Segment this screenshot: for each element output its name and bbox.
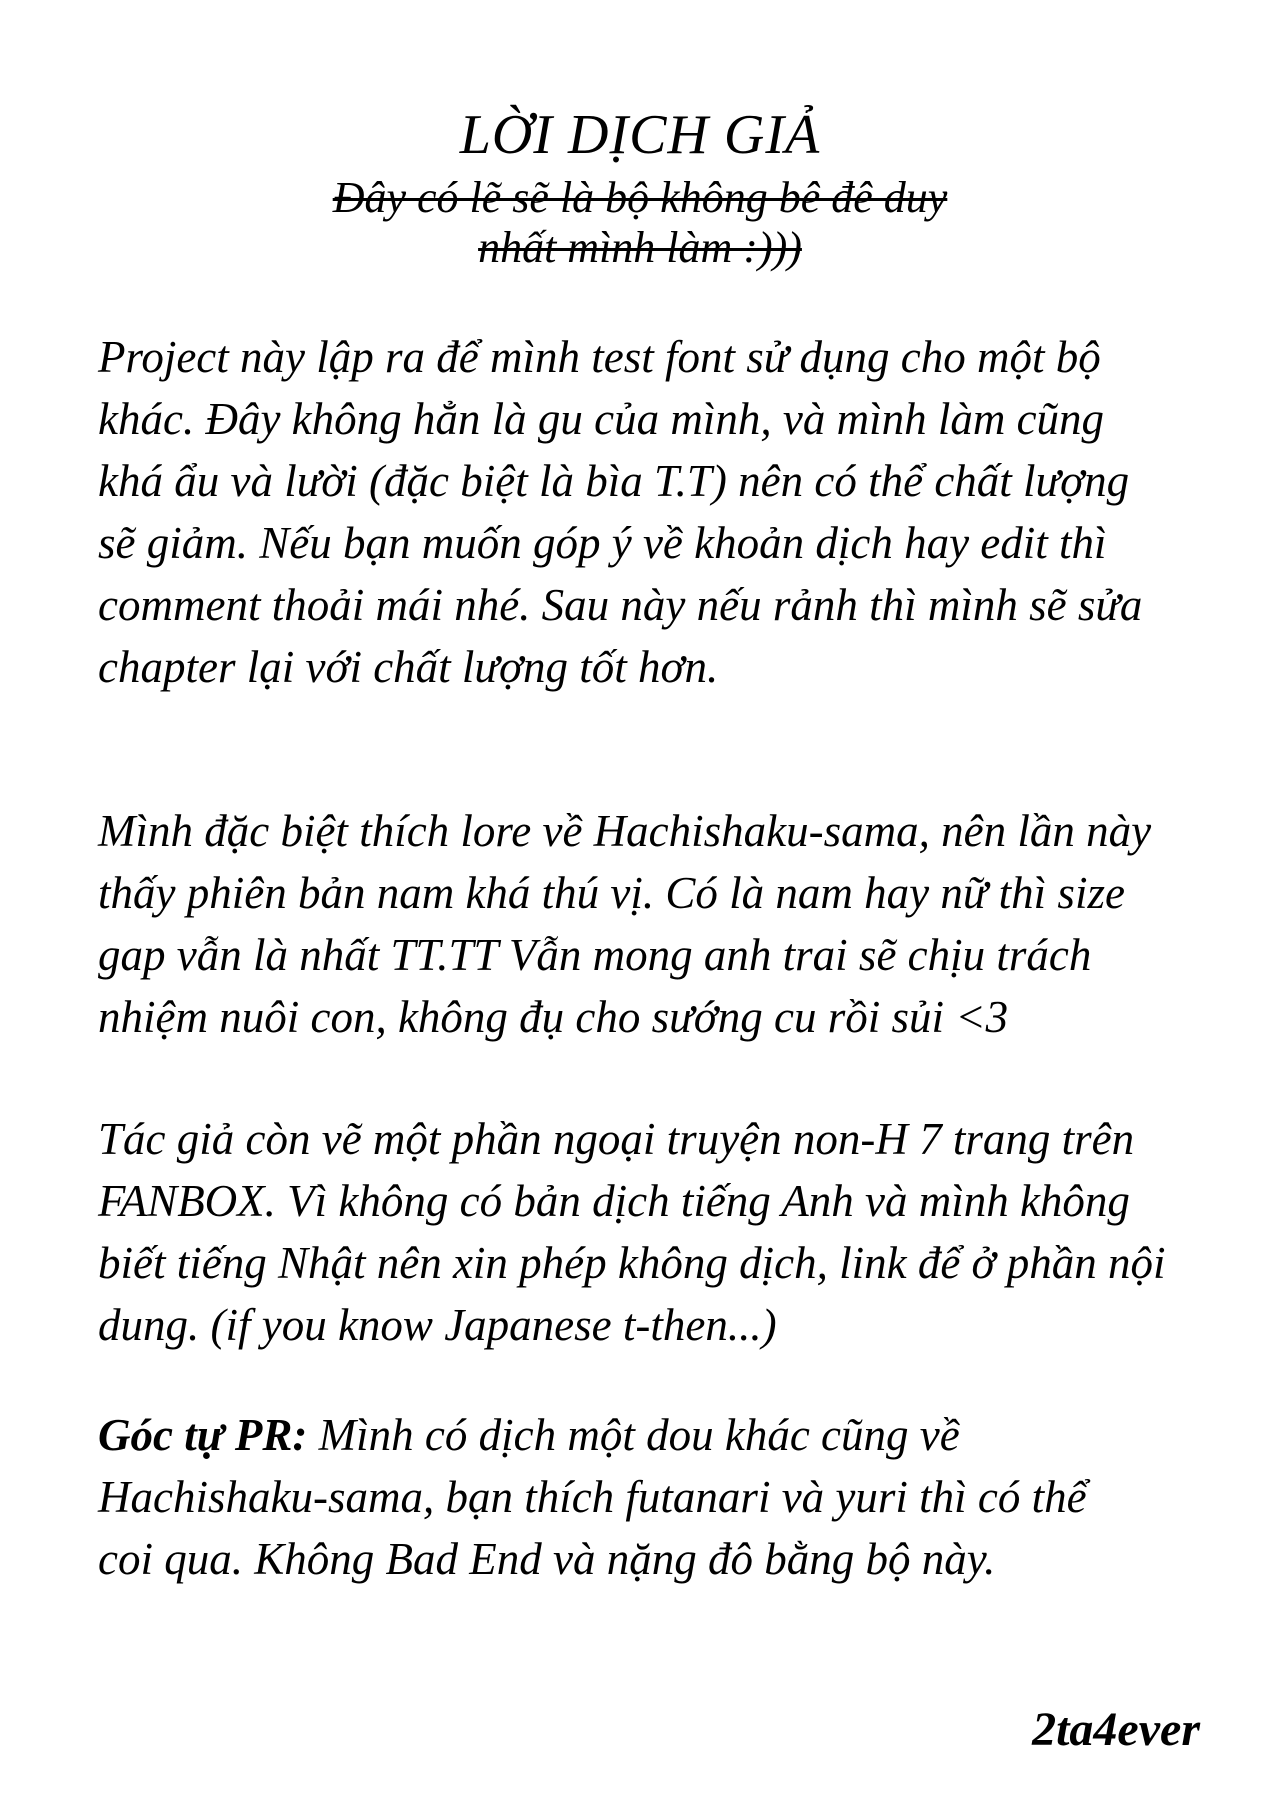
page-title: LỜI DỊCH GIẢ bbox=[459, 104, 821, 166]
paragraph-line: Mình đặc biệt thích lore về Hachishaku-sama, nên lần này bbox=[98, 806, 1152, 856]
paragraph-line: nhiệm nuôi con, không đụ cho sướng cu rồi sủi <3 bbox=[98, 992, 1009, 1042]
self-promo-text: Mình có dịch một dou khác cũng về bbox=[307, 1410, 960, 1460]
paragraph-line: chapter lại với chất lượng tốt hơn. bbox=[98, 642, 719, 692]
paragraph-line: khác. Đây không hẳn là gu của mình, và mình làm cũng bbox=[98, 394, 1105, 444]
paragraph-line: FANBOX. Vì không có bản dịch tiếng Anh và mình không bbox=[98, 1176, 1130, 1226]
paragraph-line: comment thoải mái nhé. Sau này nếu rảnh thì mình sẽ sửa bbox=[98, 580, 1143, 630]
paragraph-line: Hachishaku-sama, bạn thích futanari và yuri thì có thể bbox=[98, 1472, 1087, 1522]
subtitle-line-1: Đây có lẽ sẽ là bộ không bê đê duy bbox=[332, 173, 948, 222]
self-promo-label: Góc tự PR: bbox=[98, 1410, 308, 1460]
paragraph-line: khá ẩu và lười (đặc biệt là bìa T.T) nên có thể chất lượng bbox=[98, 456, 1130, 506]
paragraph-line: Tác giả còn vẽ một phần ngoại truyện non-H 7 trang trên bbox=[98, 1114, 1135, 1164]
translator-signature: 2ta4ever bbox=[1032, 1703, 1200, 1756]
paragraph-line: dung. (if you know Japanese t-then...) bbox=[98, 1300, 777, 1350]
paragraph-line: coi qua. Không Bad End và nặng đô bằng bộ này. bbox=[98, 1534, 996, 1584]
paragraph-line: biết tiếng Nhật nên xin phép không dịch, link để ở phần nội bbox=[98, 1238, 1166, 1288]
subtitle-line-2: nhất mình làm :))) bbox=[478, 223, 802, 272]
paragraph-line: sẽ giảm. Nếu bạn muốn góp ý về khoản dịch hay edit thì bbox=[98, 518, 1107, 568]
paragraph-line: Project này lập ra để mình test font sử dụng cho một bộ bbox=[98, 332, 1101, 382]
paragraph-line: gap vẫn là nhất TT.TT Vẫn mong anh trai sẽ chịu trách bbox=[98, 930, 1092, 980]
paragraph-line: thấy phiên bản nam khá thú vị. Có là nam hay nữ thì size bbox=[98, 868, 1125, 918]
paragraph-line bbox=[98, 1404, 1188, 1466]
